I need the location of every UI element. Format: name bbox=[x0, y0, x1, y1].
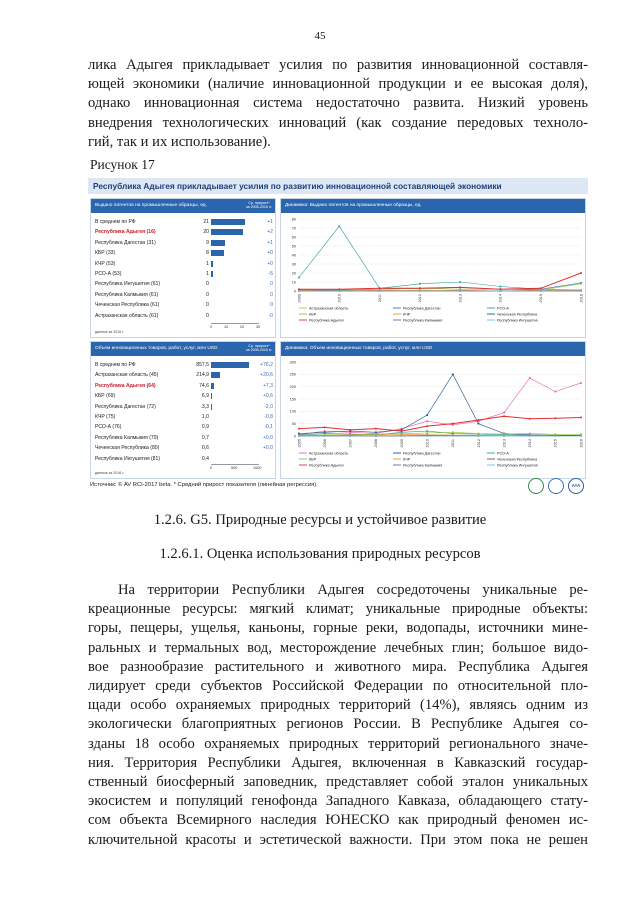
bar-label: Астраханская область (45) bbox=[95, 372, 159, 379]
bar-label: Астраханская область (61) bbox=[95, 312, 159, 319]
x-tick-label: 2007 bbox=[348, 439, 353, 448]
figure-caption: Рисунок 17 bbox=[90, 157, 155, 172]
legend-label: КЧР bbox=[403, 312, 411, 317]
axis-tick: 1000 bbox=[253, 466, 262, 470]
growth-value: -0,1 bbox=[264, 424, 273, 431]
body-line: сом объекта Всемирного наследия ЮНЕСКО как природный феномен ис- bbox=[88, 812, 588, 829]
bar-label: Республика Ингушетия (61) bbox=[95, 281, 161, 288]
data-point bbox=[401, 430, 403, 432]
growth-value: +0,6 bbox=[262, 393, 273, 400]
data-point bbox=[529, 435, 531, 437]
bar-panel-title bbox=[91, 199, 275, 213]
bar-label: КЧР (75) bbox=[95, 414, 116, 420]
growth-value: -2,0 bbox=[264, 403, 273, 410]
bar bbox=[211, 372, 220, 378]
body-line: вое разнообразие растительного и животного мира. Республика Адыгея bbox=[88, 658, 588, 675]
legend-label: Республика Ингушетия bbox=[497, 463, 538, 468]
growth-value: +7,3 bbox=[262, 382, 273, 389]
legend-label: Республика Адыгея bbox=[309, 463, 344, 468]
bar-label: Чеченская Республика (80) bbox=[95, 445, 160, 452]
data-point bbox=[338, 290, 340, 292]
x-tick-label: 2008 bbox=[374, 439, 379, 448]
data-point bbox=[379, 290, 381, 292]
bar-label: Республика Калмыкия (79) bbox=[95, 434, 159, 441]
legend-label: КБР bbox=[309, 312, 317, 317]
y-tick-label: 150 bbox=[289, 397, 296, 402]
x-tick-label: 2006 bbox=[322, 439, 327, 448]
legend-label: Астраханская область bbox=[309, 306, 349, 311]
bar-value-label: 8 bbox=[206, 250, 209, 257]
x-tick-label: 2009 bbox=[297, 294, 302, 303]
bar-axis bbox=[211, 464, 259, 465]
bar-row bbox=[91, 443, 275, 453]
data-point bbox=[379, 287, 381, 289]
growth-value: +0 bbox=[267, 260, 273, 267]
legend-label: Астраханская область bbox=[309, 451, 349, 456]
y-tick-label: 50 bbox=[291, 244, 296, 249]
body-line: ральных и термальных вод, месторождение лечебных глин; большое видо- bbox=[88, 639, 588, 656]
bar-row bbox=[91, 370, 275, 380]
bar-value-label: 20 bbox=[203, 229, 209, 236]
intro-line: гий, так и их использование). bbox=[88, 133, 271, 150]
bar-value-label: 1 bbox=[206, 271, 209, 277]
body-line: горы, пещеры, ущелья, каньоны, горные реки, водопады, источники мине- bbox=[88, 620, 588, 637]
data-point bbox=[375, 428, 377, 430]
bar bbox=[211, 271, 213, 277]
data-point bbox=[580, 272, 582, 274]
bar-value-label: 0 bbox=[206, 312, 209, 319]
x-tick-label: 2014 bbox=[528, 439, 533, 448]
body-line: ния. Территория Республики Адыгея, включенная в Кавказский государ- bbox=[88, 754, 588, 771]
bar-label: Республика Ингушетия (81) bbox=[95, 455, 161, 462]
bar-row bbox=[91, 290, 275, 300]
body-line: ключительной красоты и эстетической важности. При этом пока не решен bbox=[88, 831, 588, 848]
data-point bbox=[298, 288, 300, 290]
series-line bbox=[299, 374, 581, 435]
bar-value-label: 0 bbox=[206, 291, 209, 298]
line-panel-patents bbox=[280, 198, 586, 338]
x-tick-label: 2016 bbox=[579, 439, 584, 448]
legend-label: Республика Дагестан bbox=[403, 451, 441, 456]
figure-logo-icon bbox=[548, 478, 564, 494]
data-point bbox=[529, 433, 531, 435]
x-tick-label: 2016 bbox=[579, 294, 584, 303]
data-point bbox=[419, 290, 421, 292]
x-tick-label: 2014 bbox=[498, 294, 503, 303]
legend-label: Республика Дагестан bbox=[403, 306, 441, 311]
y-tick-label: 30 bbox=[291, 262, 296, 267]
growth-value: 0 bbox=[270, 302, 273, 309]
growth-value: +20,6 bbox=[260, 372, 273, 379]
bar-label: Республика Дагестан (72) bbox=[95, 403, 156, 410]
x-tick-label: 2010 bbox=[337, 294, 342, 303]
data-point bbox=[426, 414, 428, 416]
bar bbox=[211, 383, 214, 389]
data-point bbox=[426, 425, 428, 427]
growth-value: +2 bbox=[267, 229, 273, 236]
bar-label: Республика Калмыкия (61) bbox=[95, 291, 159, 298]
body-line: экологически благоприятных регионов России. В Республике Адыгея со- bbox=[88, 716, 588, 733]
data-point bbox=[324, 426, 326, 428]
bar-row bbox=[91, 433, 275, 443]
growth-value: +0,0 bbox=[262, 434, 273, 441]
bar-row bbox=[91, 248, 275, 258]
x-tick-label: 2012 bbox=[418, 294, 423, 303]
bar-label: Республика Адыгея (16) bbox=[95, 229, 156, 236]
bar-row bbox=[91, 360, 275, 370]
bar-axis bbox=[211, 323, 259, 324]
bar-row bbox=[91, 300, 275, 310]
data-point bbox=[580, 417, 582, 419]
data-point bbox=[426, 420, 428, 422]
axis-tick: 30 bbox=[256, 325, 261, 329]
legend-label: Республика Калмыкия bbox=[403, 463, 443, 468]
intro-line: внедрения технологических инноваций (как создание передовых техноло- bbox=[88, 114, 588, 131]
data-point bbox=[324, 435, 326, 437]
y-tick-label: 10 bbox=[291, 280, 296, 285]
data-point bbox=[499, 286, 501, 288]
legend-label: РСО-А bbox=[497, 306, 509, 311]
growth-value: -0,8 bbox=[264, 414, 273, 420]
intro-line: ющей экономики (наличие инновационной продукции и ее высокая доля), bbox=[88, 76, 588, 93]
figure-source: Источник: © AV RCI-2017 beta. * Средний прирост показателя (линейная регрессия). bbox=[90, 482, 318, 488]
bar-value-label: 6,9 bbox=[201, 393, 209, 400]
emblem-logo-icon bbox=[528, 478, 544, 494]
data-point bbox=[298, 290, 300, 292]
bar-row bbox=[91, 381, 275, 391]
axis-tick: 20 bbox=[240, 325, 245, 329]
x-tick-label: 2012 bbox=[476, 439, 481, 448]
growth-value: +76,2 bbox=[260, 362, 273, 368]
data-point bbox=[554, 435, 556, 437]
bar-value-label: 3,3 bbox=[201, 403, 209, 410]
data-point bbox=[554, 417, 556, 419]
bar bbox=[211, 261, 213, 267]
bar-label: Республика Адыгея (64) bbox=[95, 382, 156, 389]
bar-label: РСО-А (76) bbox=[95, 424, 122, 431]
data-point bbox=[452, 435, 454, 437]
data-point bbox=[459, 286, 461, 288]
data-point bbox=[503, 412, 505, 414]
bar-label: КЧР (53) bbox=[95, 260, 116, 267]
bar-value-label: 1 bbox=[206, 260, 209, 267]
bar-row bbox=[91, 238, 275, 248]
x-tick-label: 2009 bbox=[399, 439, 404, 448]
series-line bbox=[299, 226, 581, 290]
y-tick-label: 80 bbox=[291, 217, 296, 222]
legend-label: Республика Ингушетия bbox=[497, 318, 538, 323]
y-tick-label: 0 bbox=[293, 434, 296, 439]
data-point bbox=[580, 290, 582, 292]
data-point bbox=[375, 431, 377, 433]
axis-tick: 0 bbox=[210, 325, 213, 329]
data-point bbox=[499, 288, 501, 290]
data-point bbox=[580, 435, 582, 437]
line-panel-title: Динамика: Выдано патентов на промышленные образцы, ед. bbox=[281, 199, 585, 213]
y-tick-label: 40 bbox=[291, 253, 296, 258]
growth-value: +0 bbox=[267, 250, 273, 257]
bar-panel-title-text: Объем инновационных товаров, работ, услуг, млн USD bbox=[95, 346, 218, 351]
body-line: зданы 18 особо охраняемых природных территорий регионального значе- bbox=[88, 735, 588, 752]
body-paragraph bbox=[88, 581, 588, 850]
data-point bbox=[540, 287, 542, 289]
growth-value: 0 bbox=[270, 291, 273, 298]
figure-title: Республика Адыгея прикладывает усилия по развитию инновационной составляющей экономики bbox=[88, 178, 588, 194]
intro-line: однако инновационная система недостаточно развита. Низкий уровень bbox=[88, 95, 588, 112]
data-point bbox=[529, 377, 531, 379]
y-tick-label: 100 bbox=[289, 409, 296, 414]
axis-tick: 0 bbox=[210, 466, 213, 470]
bar-label: КБР (33) bbox=[95, 250, 116, 257]
growth-header: Ср. прирост* за 2006-2016 гг. bbox=[246, 344, 273, 352]
line-chart-patents bbox=[281, 213, 586, 338]
x-tick-label: 2011 bbox=[377, 294, 382, 303]
data-point bbox=[298, 277, 300, 279]
bar-value-label: 0,6 bbox=[201, 445, 209, 452]
growth-value: +0,0 bbox=[262, 445, 273, 452]
bar-label: КБР (69) bbox=[95, 393, 116, 400]
bar-value-label: 0 bbox=[206, 281, 209, 288]
y-tick-label: 0 bbox=[293, 289, 296, 294]
data-note: данные за 2016 г. bbox=[95, 471, 125, 475]
bar-value-label: 0 bbox=[206, 302, 209, 309]
data-point bbox=[419, 283, 421, 285]
bar-label: В среднем по РФ bbox=[95, 362, 136, 368]
data-point bbox=[452, 431, 454, 433]
axis-tick: 10 bbox=[224, 325, 229, 329]
intro-paragraph bbox=[88, 56, 588, 152]
data-point bbox=[338, 288, 340, 290]
bar bbox=[211, 240, 225, 246]
data-point bbox=[554, 391, 556, 393]
bar-panel-patents bbox=[90, 198, 276, 338]
data-point bbox=[401, 435, 403, 437]
legend-label: Чеченская Республика bbox=[497, 312, 538, 317]
data-point bbox=[298, 435, 300, 437]
bar-panel-title bbox=[91, 342, 275, 356]
bar-panel-goods bbox=[90, 341, 276, 479]
data-point bbox=[540, 290, 542, 292]
data-point bbox=[426, 432, 428, 434]
data-point bbox=[499, 290, 501, 292]
bar-row bbox=[91, 391, 275, 401]
y-tick-label: 70 bbox=[291, 226, 296, 231]
x-tick-label: 2013 bbox=[502, 439, 507, 448]
data-point bbox=[477, 435, 479, 437]
bar bbox=[211, 229, 243, 235]
y-tick-label: 200 bbox=[289, 384, 296, 389]
bar-value-label: 214,9 bbox=[196, 372, 209, 379]
data-point bbox=[459, 281, 461, 283]
bar-label: Республика Дагестан (31) bbox=[95, 239, 156, 246]
bar-value-label: 0,4 bbox=[201, 455, 209, 462]
body-line: лидирует среди субъектов Российской Федерации по относительной пло- bbox=[88, 678, 588, 695]
bar bbox=[211, 250, 224, 256]
body-line: щади особо охраняемых природных территорий (14%), являясь одним из bbox=[88, 697, 588, 714]
body-line: креационные ресурсы: мягкий климат; уникальные природные объекты: bbox=[88, 601, 588, 618]
data-point bbox=[452, 423, 454, 425]
growth-value: 0 bbox=[270, 281, 273, 288]
bar bbox=[211, 362, 249, 368]
data-point bbox=[375, 435, 377, 437]
section-heading: 1.2.6. G5. Природные ресурсы и устойчивое развитие bbox=[153, 512, 487, 528]
bar-value-label: 74,6 bbox=[199, 382, 209, 389]
y-tick-label: 50 bbox=[291, 421, 296, 426]
growth-value: -5 bbox=[268, 271, 273, 277]
data-point bbox=[477, 423, 479, 425]
data-point bbox=[503, 435, 505, 437]
bar-panel-title-text: Выдано патентов на промышленные образцы, ед. bbox=[95, 203, 207, 208]
y-tick-label: 60 bbox=[291, 235, 296, 240]
data-point bbox=[338, 225, 340, 227]
data-point bbox=[452, 373, 454, 375]
line-chart-goods bbox=[281, 356, 586, 479]
data-point bbox=[426, 430, 428, 432]
data-point bbox=[349, 429, 351, 431]
axis-tick: 500 bbox=[231, 466, 238, 470]
growth-value: +1 bbox=[267, 219, 273, 225]
bar bbox=[211, 219, 245, 225]
bar-row bbox=[91, 259, 275, 269]
bar-value-label: 1,0 bbox=[201, 414, 209, 420]
bar-value-label: 21 bbox=[203, 219, 209, 225]
data-point bbox=[298, 428, 300, 430]
bar-row bbox=[91, 402, 275, 412]
y-tick-label: 250 bbox=[289, 372, 296, 377]
bar-label: В среднем по РФ bbox=[95, 219, 136, 225]
legend-label: КЧР bbox=[403, 457, 411, 462]
bar-row bbox=[91, 227, 275, 237]
bar-row bbox=[91, 269, 275, 279]
legend-label: РСО-А bbox=[497, 451, 509, 456]
bar-row bbox=[91, 279, 275, 289]
body-line: На территории Республики Адыгея сосредоточены уникальные ре- bbox=[118, 582, 588, 598]
bar-label: РСО-А (53) bbox=[95, 271, 122, 277]
bar-value-label: 857,5 bbox=[196, 362, 209, 368]
page-number: 45 bbox=[314, 30, 326, 42]
intro-line: лика Адыгея прикладывает усилия по развития инновационной составля- bbox=[88, 57, 588, 73]
figure bbox=[88, 178, 588, 496]
growth-header: Ср. прирост* за 2006-2016 гг. bbox=[246, 201, 273, 209]
x-tick-label: 2015 bbox=[553, 439, 558, 448]
bar-row bbox=[91, 454, 275, 464]
legend-label: Республика Калмыкия bbox=[403, 318, 443, 323]
data-point bbox=[529, 418, 531, 420]
data-point bbox=[419, 287, 421, 289]
series-line bbox=[299, 273, 581, 289]
body-line: ственный биосферный заповедник, представляет собой эталон уникальных bbox=[88, 774, 588, 791]
legend-label: Республика Адыгея bbox=[309, 318, 344, 323]
growth-value: +1 bbox=[267, 239, 273, 246]
body-line: экосистем и популяций генофонда Западного Кавказа, обладающего стату- bbox=[88, 793, 588, 810]
data-point bbox=[477, 419, 479, 421]
data-point bbox=[580, 283, 582, 285]
data-point bbox=[426, 435, 428, 437]
x-tick-label: 2015 bbox=[539, 294, 544, 303]
y-tick-label: 20 bbox=[291, 271, 296, 276]
aya-logo-icon: AYA bbox=[568, 478, 584, 494]
subsection-heading: 1.2.6.1. Оценка использования природных ресурсов bbox=[159, 546, 481, 562]
data-point bbox=[459, 290, 461, 292]
bar-row bbox=[91, 311, 275, 321]
y-tick-label: 300 bbox=[289, 360, 296, 365]
bar-label: Чеченская Республика (61) bbox=[95, 302, 160, 309]
legend-label: Чеченская Республика bbox=[497, 457, 538, 462]
bar-value-label: 9 bbox=[206, 239, 209, 246]
bar-value-label: 0,7 bbox=[201, 434, 209, 441]
bar-row bbox=[91, 217, 275, 227]
line-panel-title: Динамика: Объем инновационных товаров, работ, услуг, млн USD bbox=[281, 342, 585, 356]
x-tick-label: 2010 bbox=[425, 439, 430, 448]
x-tick-label: 2013 bbox=[458, 294, 463, 303]
data-point bbox=[349, 435, 351, 437]
data-note: данные за 2016 г. bbox=[95, 330, 125, 334]
line-panel-goods bbox=[280, 341, 586, 479]
x-tick-label: 2005 bbox=[297, 439, 302, 448]
growth-value: -0 bbox=[268, 312, 273, 319]
legend-label: КБР bbox=[309, 457, 317, 462]
bar-value-label: 0,9 bbox=[201, 424, 209, 431]
data-point bbox=[580, 382, 582, 384]
bar-row bbox=[91, 422, 275, 432]
data-point bbox=[477, 433, 479, 435]
x-tick-label: 2011 bbox=[451, 439, 456, 448]
data-point bbox=[503, 415, 505, 417]
bar-row bbox=[91, 412, 275, 422]
